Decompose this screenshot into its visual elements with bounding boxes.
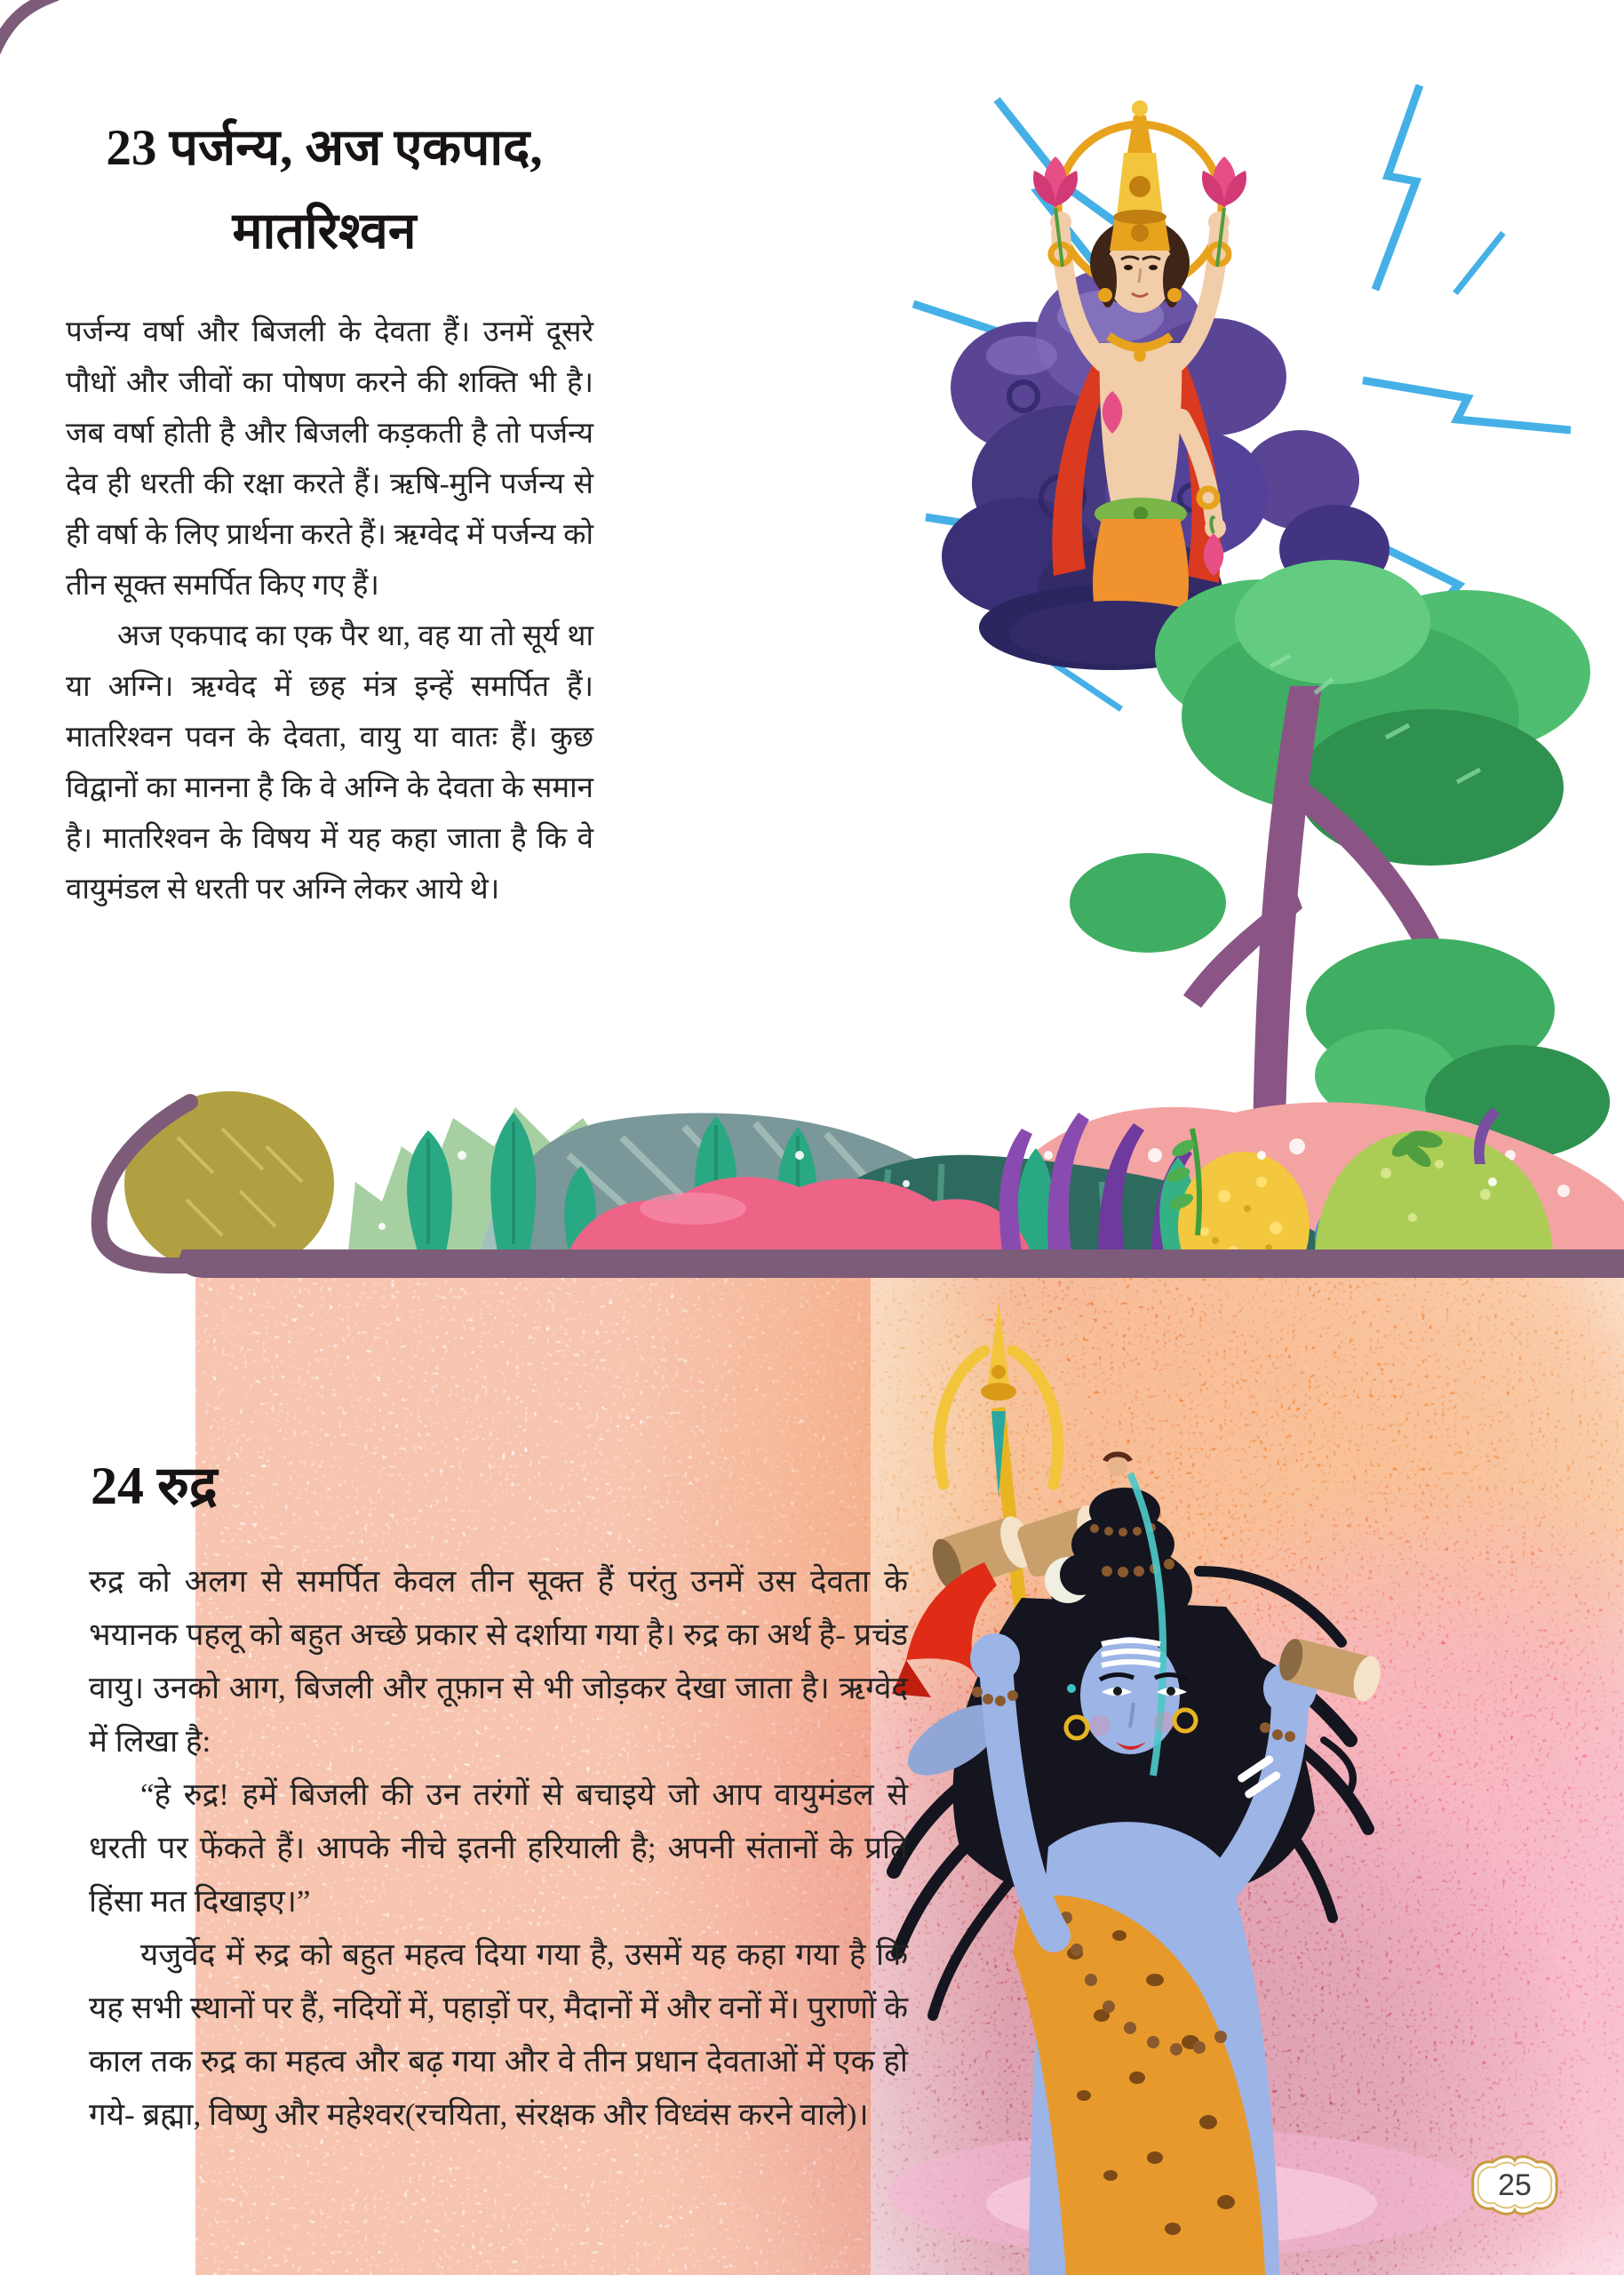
quote-paragraph: “हे रुद्र! हमें बिजली की उन तरंगों से बचाइये जो आप वायुमंडल से धरती पर फेंकते हैं। आपके नीचे इतनी हरियाली है; अपनी संतानों के प्रति हिंसा मत दिखाइए।”: [89, 1777, 908, 1919]
page-number-badge: [1461, 2151, 1569, 2220]
chapter-23-heading: [36, 107, 613, 274]
paragraph: यजुर्वेद में रुद्र को बहुत महत्व दिया गया है, उसमें यह कहा गया है कि यह सभी स्थानों पर हैं, नदियों में, पहाड़ों पर, मैदानों में और वनों में। पुराणों के काल तक रुद्र का महत्व और बढ़ गया और वे तीन प्रधान देवताओं में एक हो गये- ब्रह्मा, विष्णु और महेश्वर(रचयिता, संरक्षक और विध्वंस करने वाले)।: [89, 1937, 908, 2132]
chapter-23-body: [66, 307, 593, 915]
paragraph: रुद्र को अलग से समर्पित केवल तीन सूक्त हैं परंतु उनमें उस देवता के भयानक पहलू को बहुत अच्छे प्रकार से दर्शाया गया है। रुद्र का अर्थ है- प्रचंड वायु। उनको आग, बिजली और तूफ़ान से भी जोड़कर देखा जाता है। ऋग्वेद में लिखा है:: [89, 1564, 908, 1759]
chapter-23-heading-line2: मातरिश्वन: [232, 204, 417, 259]
paragraph: पर्जन्य वर्षा और बिजली के देवता हैं। उनमें दूसरे पौधों और जीवों का पोषण करने की शक्ति भी है। जब वर्षा होती है और बिजली कड़कती है तो पर्जन्य देव ही धरती की रक्षा करते हैं। ऋषि-मुनि पर्जन्य से ही वर्षा के लिए प्रार्थना करते हैं। ऋग्वेद में पर्जन्य को तीन सूक्त समर्पित किए गए हैं।: [66, 316, 593, 602]
chapter-24-body: [89, 1555, 908, 2142]
page-number: 25: [1498, 2167, 1532, 2202]
chapter-23-heading-line1: 23 पर्जन्य, अज एकपाद,: [106, 120, 543, 176]
chapter-24-heading: 24 रुद्र: [91, 1457, 218, 1515]
crown-icon: [1110, 100, 1170, 251]
paragraph: अज एकपाद का एक पैर था, वह या तो सूर्य था या अग्नि। ऋग्वेद में छह मंत्र इन्हें समर्पित हैं। मातरिश्वन पवन के देवता, वायु या वातः हैं। कुछ विद्वानों का मानना है कि वे अग्नि के देवता के समान है। मातरिश्वन के विषय में यह कहा जाता है कि वे वायुमंडल से धरती पर अग्नि लेकर आये थे।: [66, 620, 593, 906]
